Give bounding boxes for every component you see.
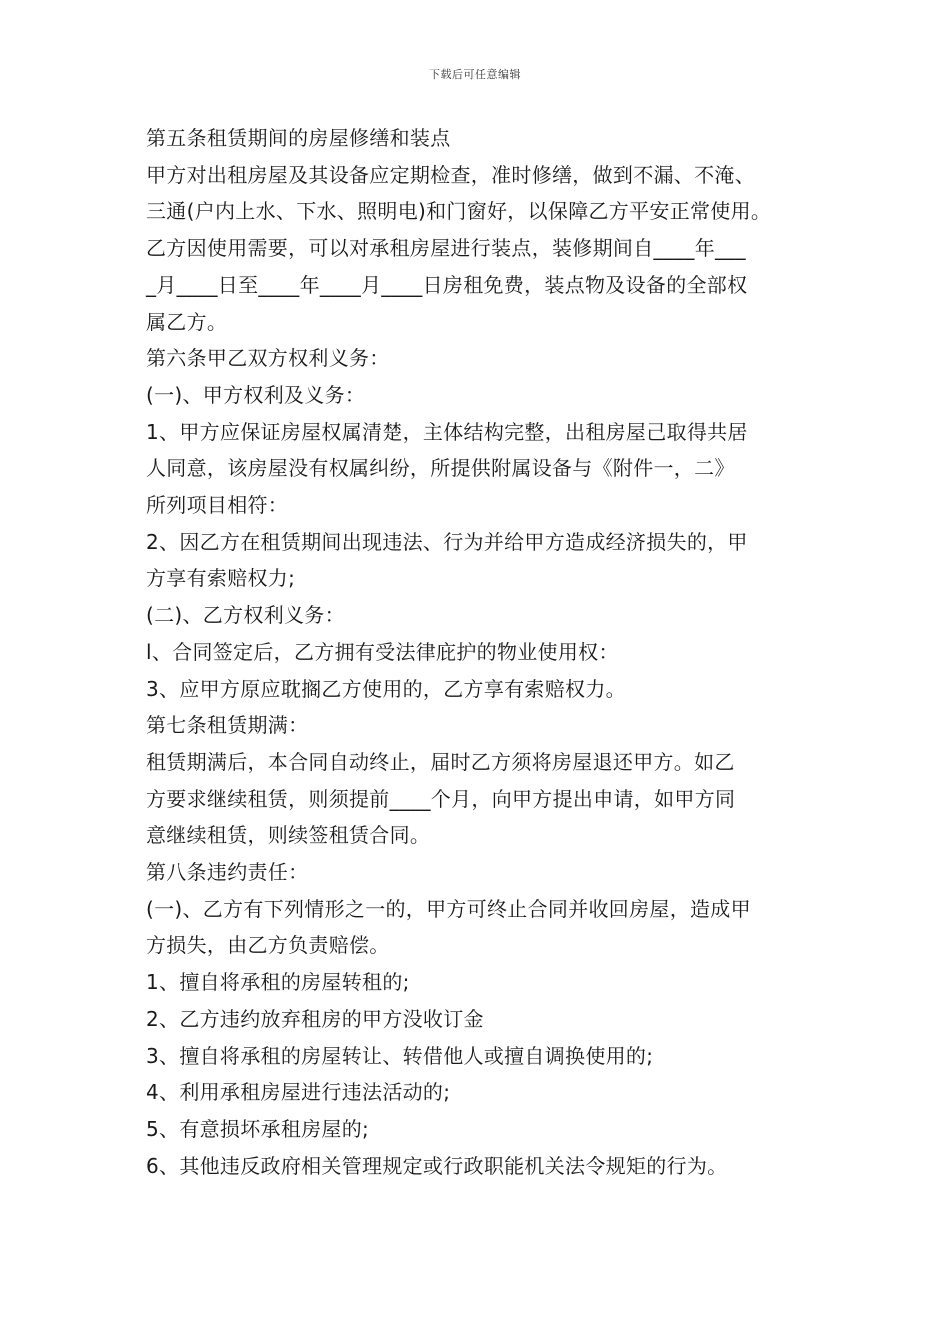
document-body — [146, 120, 816, 1184]
list-item: 5、有意损坏承租房屋的; — [146, 1116, 370, 1141]
paragraph-line: 乙方因使用需要，可以对承租房屋进行装点，装修期间自____年___ — [146, 236, 746, 261]
page-header: 下载后可任意编辑 — [429, 68, 521, 81]
subsection-heading: (一)、甲方权利及义务： — [146, 382, 366, 407]
list-item: 3、应甲方原应耽搁乙方使用的，乙方享有索赔权力。 — [146, 676, 626, 701]
list-item: 3、擅自将承租的房屋转让、转借他人或擅自调换使用的; — [146, 1043, 654, 1068]
section-heading-6: 第六条甲乙双方权利义务： — [146, 346, 390, 371]
paragraph-line: 意继续租赁，则续签租赁合同。 — [146, 823, 431, 848]
section-heading-7: 第七条租赁期满： — [146, 713, 309, 738]
paragraph-line: 租赁期满后，本合同自动终止，届时乙方须将房屋退还甲方。如乙 — [146, 749, 735, 774]
section-heading-8: 第八条违约责任： — [146, 860, 309, 885]
paragraph-line: 三通(户内上水、下水、照明电)和门窗好，以保障乙方平安正常使用。 — [146, 199, 772, 224]
list-item: 4、利用承租房屋进行违法活动的; — [146, 1080, 451, 1105]
paragraph-line: _月____日至____年____月____日房租免费，装点物及设备的全部权 — [146, 272, 748, 297]
subsection-heading: (一)、乙方有下列情形之一的，甲方可终止合同并收回房屋，造成甲 — [146, 896, 751, 921]
subsection-heading: (二)、乙方权利义务： — [146, 603, 345, 628]
section-heading-5: 第五条租赁期间的房屋修缮和装点 — [146, 126, 451, 150]
paragraph-line: 人同意，该房屋没有权属纠纷，所提供附属设备与《附件一，二》 — [146, 456, 735, 481]
paragraph-line: 方要求继续租赁，则须提前____个月，向甲方提出申请，如甲方同 — [146, 786, 736, 811]
list-item: 1、甲方应保证房屋权属清楚，主体结构完整，出租房屋己取得共居 — [146, 419, 748, 444]
paragraph-line: 属乙方。 — [146, 309, 228, 334]
paragraph-line: 方享有索赔权力; — [146, 566, 296, 591]
list-item: 1、擅自将承租的房屋转租的; — [146, 970, 410, 995]
list-item: 6、其他违反政府相关管理规定或行政职能机关法令规矩的行为。 — [146, 1153, 728, 1178]
list-item: 2、因乙方在租赁期间出现违法、行为并给甲方造成经济损失的，甲 — [146, 529, 748, 554]
list-item: l、合同签定后，乙方拥有受法律庇护的物业使用权： — [146, 639, 619, 664]
paragraph-line: 所列项目相符： — [146, 493, 289, 518]
paragraph-line: 甲方对出租房屋及其设备应定期检查，准时修缮，做到不漏、不淹、 — [146, 162, 755, 187]
list-item: 2、乙方违约放弃租房的甲方没收订金 — [146, 1006, 484, 1031]
paragraph-line: 方损失，由乙方负责赔偿。 — [146, 933, 390, 958]
